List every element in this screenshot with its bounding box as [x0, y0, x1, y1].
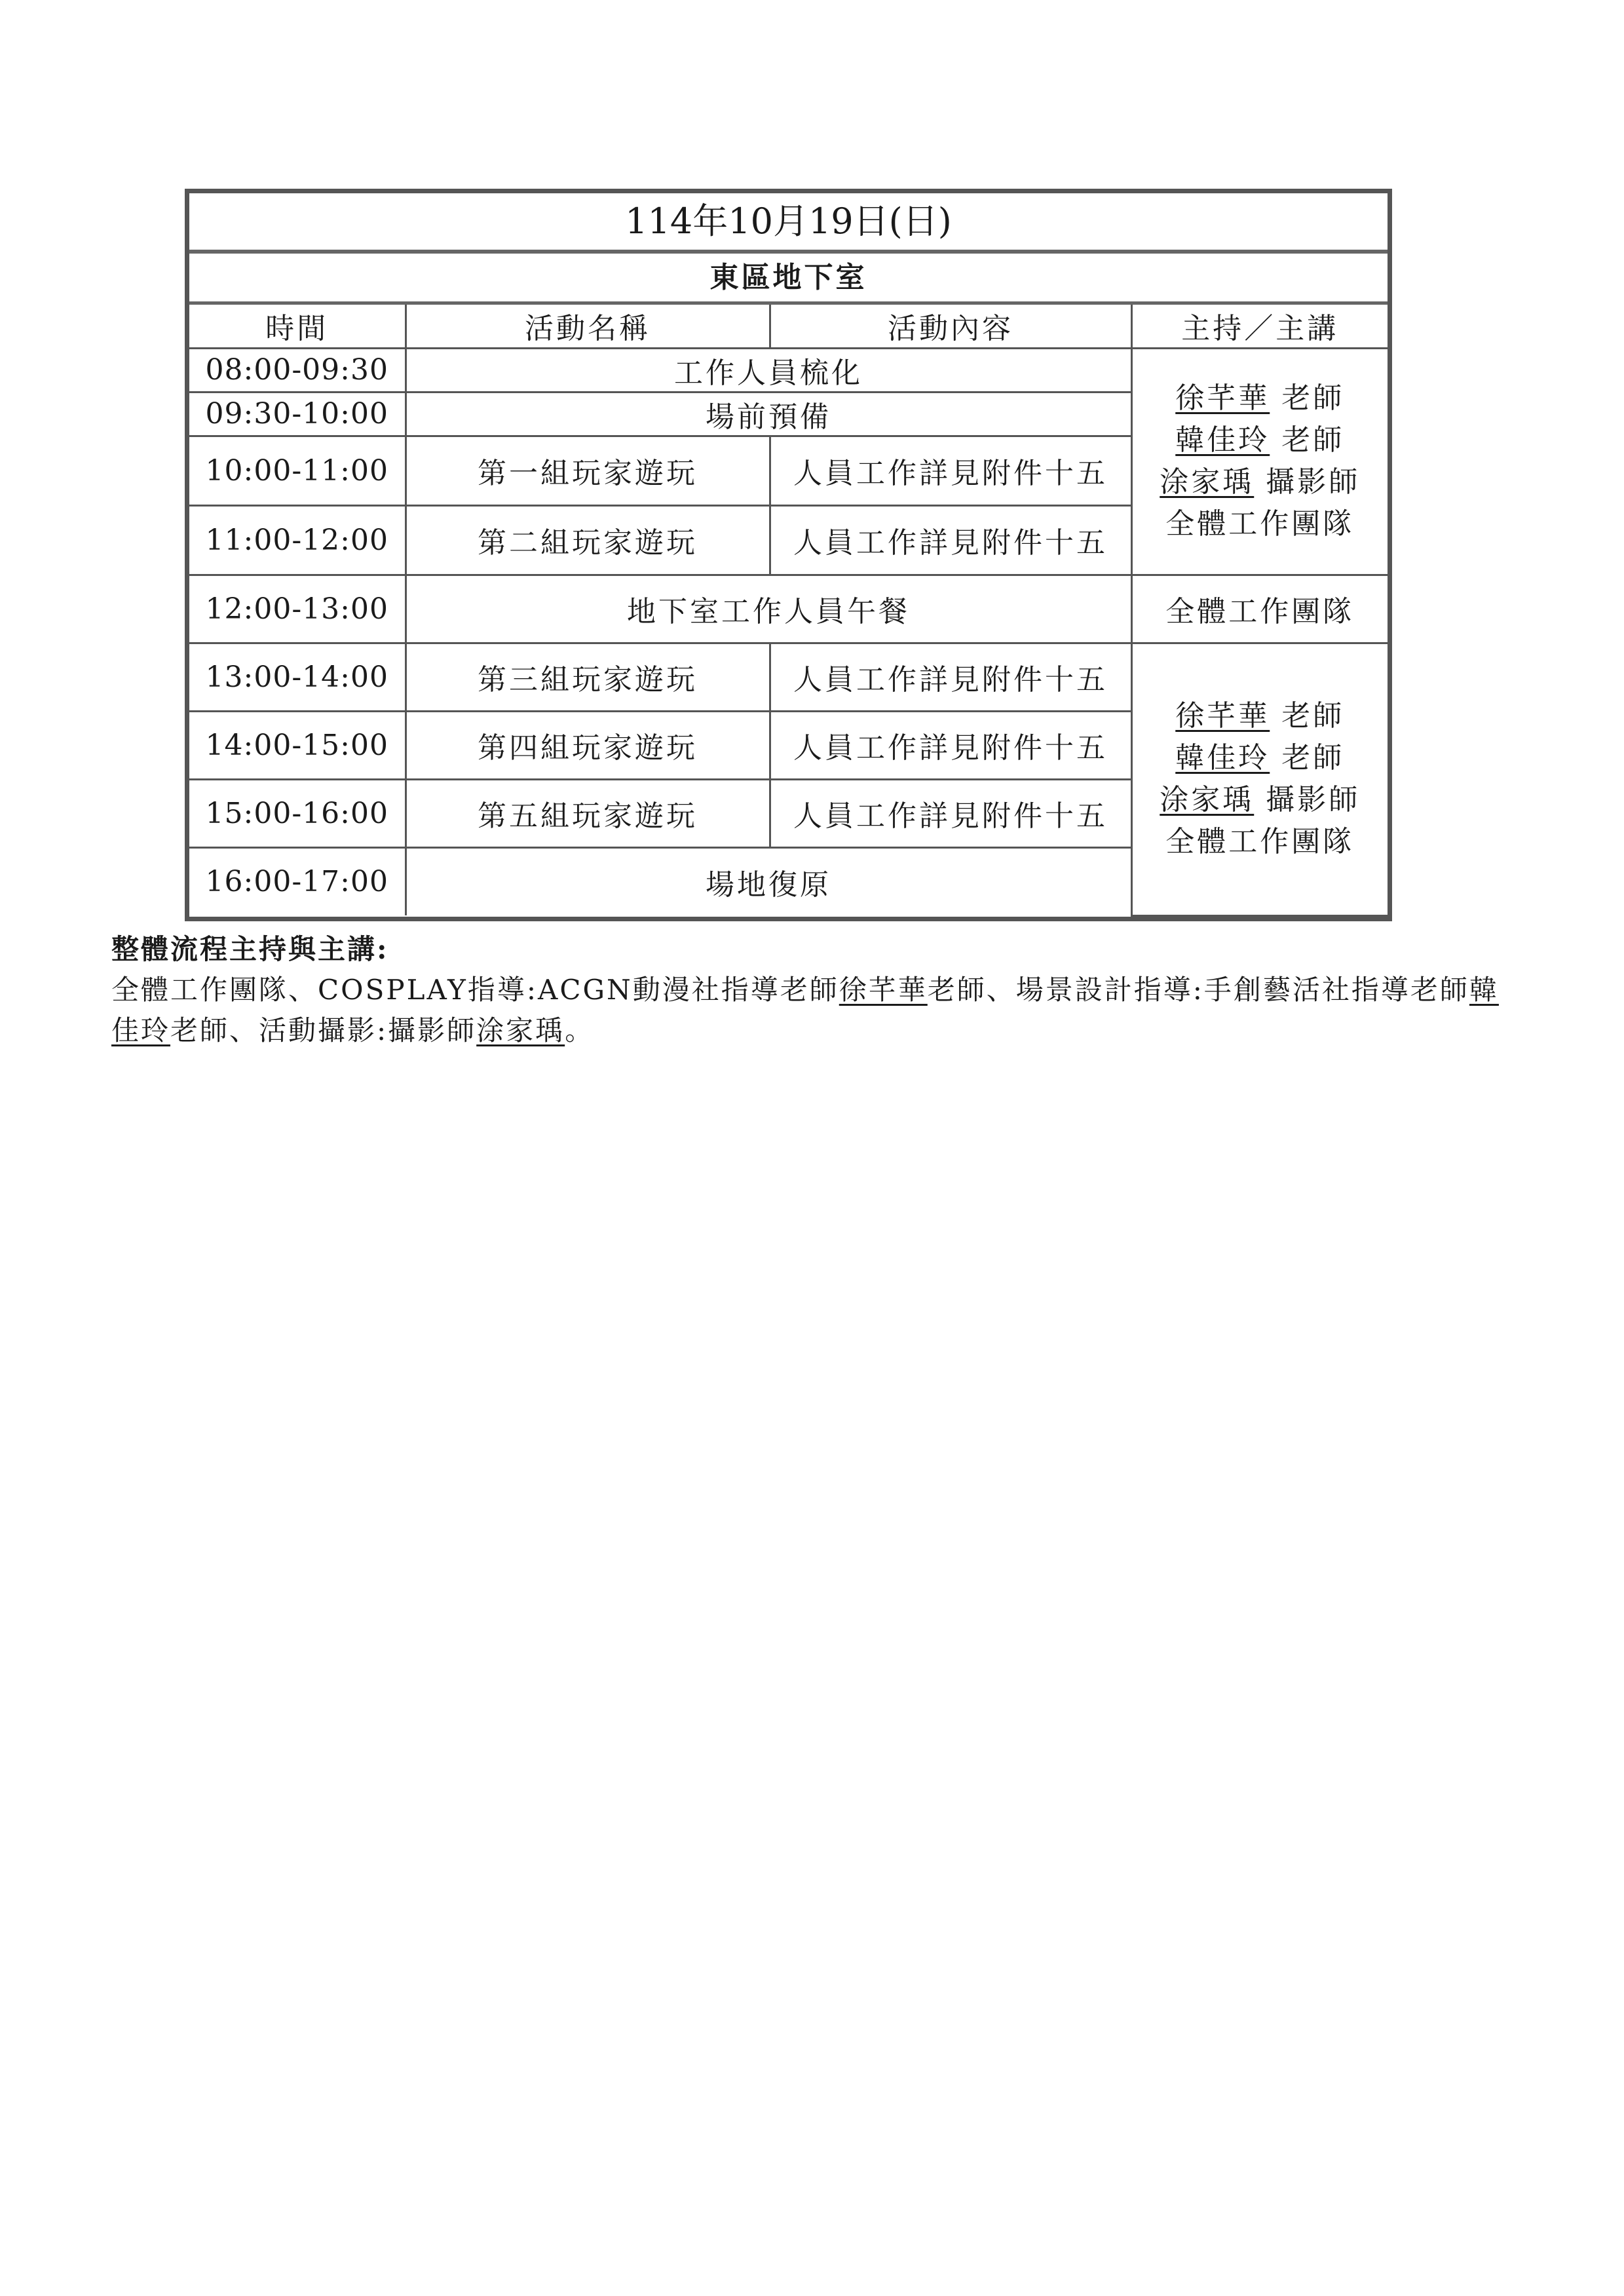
notes-text: 老師、活動攝影:攝影師	[170, 1014, 477, 1046]
notes-text: 老師、場景設計指導:手創藝活社指導老師	[927, 974, 1469, 1006]
notes-heading: 整體流程主持與主講:	[111, 933, 389, 965]
table-row	[189, 643, 1388, 711]
notes-section	[111, 929, 1500, 1051]
row-time: 15:00-16:00	[189, 779, 406, 847]
header-time: 時間	[189, 305, 406, 348]
host-title: 老師	[1281, 741, 1345, 775]
host-cell	[1131, 348, 1388, 575]
row-time: 13:00-14:00	[189, 643, 406, 711]
notes-name: 韓佳玲	[111, 974, 1499, 1046]
host-title: 老師	[1281, 381, 1345, 415]
host-title: 攝影師	[1266, 465, 1361, 499]
header-host: 主持／主講	[1131, 305, 1388, 348]
header-content: 活動內容	[770, 305, 1131, 348]
host-title: 老師	[1281, 423, 1345, 457]
schedule-date: 114年10月19日(日)	[189, 193, 1388, 254]
notes-text: 全體工作團隊、COSPLAY指導:ACGN動漫社指導老師	[111, 974, 839, 1006]
row-host: 全體工作團隊	[1131, 575, 1388, 643]
host-team: 全體工作團隊	[1165, 825, 1355, 858]
row-activity: 工作人員梳化	[406, 348, 1131, 392]
row-content: 人員工作詳見附件十五	[770, 505, 1131, 575]
table-row	[189, 348, 1388, 392]
row-content: 人員工作詳見附件十五	[770, 711, 1131, 779]
row-name: 第四組玩家遊玩	[406, 711, 770, 779]
row-activity: 地下室工作人員午餐	[406, 575, 1131, 643]
row-name: 第三組玩家遊玩	[406, 643, 770, 711]
host-title: 攝影師	[1266, 783, 1361, 816]
host-teacher-name: 徐芊華	[1175, 381, 1270, 415]
row-time: 14:00-15:00	[189, 711, 406, 779]
row-activity: 場地復原	[406, 847, 1131, 915]
host-team: 全體工作團隊	[1165, 507, 1355, 541]
row-name: 第五組玩家遊玩	[406, 779, 770, 847]
row-name: 第二組玩家遊玩	[406, 505, 770, 575]
header-row	[189, 305, 1388, 348]
notes-text: 。	[565, 1014, 595, 1046]
schedule-location: 東區地下室	[189, 254, 1388, 305]
host-title: 老師	[1281, 699, 1345, 733]
header-name: 活動名稱	[406, 305, 770, 348]
notes-body	[111, 970, 1500, 1051]
host-teacher-name: 徐芊華	[1175, 699, 1270, 733]
row-name: 第一組玩家遊玩	[406, 436, 770, 505]
row-time: 10:00-11:00	[189, 436, 406, 505]
host-photographer-name: 涂家瑀	[1160, 783, 1255, 816]
schedule-grid	[189, 305, 1388, 917]
host-teacher-name: 韓佳玲	[1175, 423, 1270, 457]
row-content: 人員工作詳見附件十五	[770, 779, 1131, 847]
row-activity: 場前預備	[406, 392, 1131, 436]
row-time: 16:00-17:00	[189, 847, 406, 915]
notes-name: 涂家瑀	[476, 1014, 565, 1046]
host-teacher-name: 韓佳玲	[1175, 741, 1270, 775]
row-time: 09:30-10:00	[189, 392, 406, 436]
row-time: 11:00-12:00	[189, 505, 406, 575]
row-time: 12:00-13:00	[189, 575, 406, 643]
notes-name: 徐芊華	[839, 974, 928, 1006]
schedule-table	[185, 189, 1392, 921]
row-content: 人員工作詳見附件十五	[770, 643, 1131, 711]
table-row	[189, 575, 1388, 643]
row-content: 人員工作詳見附件十五	[770, 436, 1131, 505]
row-time: 08:00-09:30	[189, 348, 406, 392]
host-photographer-name: 涂家瑀	[1160, 465, 1255, 499]
host-cell	[1131, 643, 1388, 915]
